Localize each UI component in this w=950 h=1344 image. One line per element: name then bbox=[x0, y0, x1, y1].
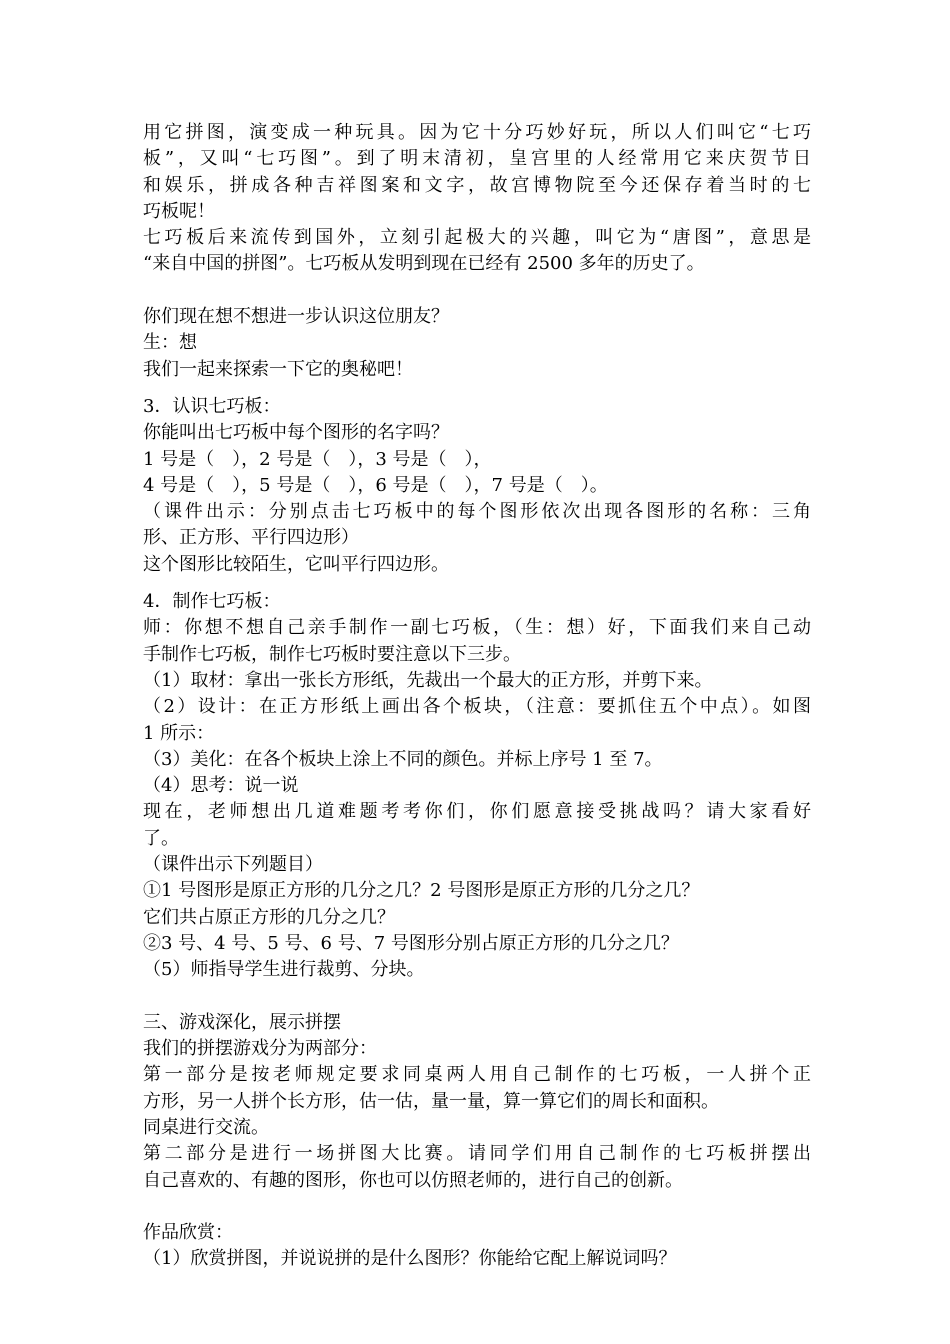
text-line: 它们共占原正方形的几分之几？ bbox=[143, 906, 395, 928]
text-line: （2）设计：在正方形纸上画出各个板块，（注意：要抓住五个中点）。如图 bbox=[143, 696, 811, 718]
paragraph-gap bbox=[143, 383, 811, 394]
text-line: 巧板呢！ bbox=[143, 200, 215, 222]
text-line: 了。 bbox=[143, 827, 179, 849]
text-line: ②3 号、4 号、5 号、6 号、7 号图形分别占原正方形的几分之几？ bbox=[143, 932, 679, 954]
paragraph-gap bbox=[143, 278, 811, 304]
text-line: 师：你想不想自己亲手制作一副七巧板，（生：想）好，下面我们来自己动 bbox=[143, 617, 811, 639]
text-line: 1 所示： bbox=[143, 722, 215, 744]
text-line: “来自中国的拼图”。七巧板从发明到现在已经有 2500 多年的历史了。 bbox=[143, 253, 705, 275]
text-line: 板”，又叫“七巧图”。到了明末清初，皇宫里的人经常用它来庆贺节日 bbox=[143, 148, 811, 170]
text-line: 自己喜欢的、有趣的图形，你也可以仿照老师的，进行自己的创新。 bbox=[143, 1169, 683, 1191]
text-line: 手制作七巧板，制作七巧板时要注意以下三步。 bbox=[143, 643, 521, 665]
paragraph-gap bbox=[143, 1194, 811, 1220]
text-line: （1）欣赏拼图，并说说拼的是什么图形？你能给它配上解说词吗？ bbox=[143, 1248, 677, 1270]
text-line: 你能叫出七巧板中每个图形的名字吗？ bbox=[143, 422, 449, 444]
section-heading: 三、游戏深化，展示拼摆 bbox=[143, 1011, 341, 1033]
text-line: 形、正方形、平行四边形） bbox=[143, 527, 359, 549]
document-body bbox=[143, 120, 811, 1273]
text-line: （课件出示：分别点击七巧板中的每个图形依次出现各图形的名称：三角 bbox=[143, 501, 811, 523]
text-line: （1）取材：拿出一张长方形纸，先裁出一个最大的正方形，并剪下来。 bbox=[143, 669, 713, 691]
paragraph-gap bbox=[143, 984, 811, 1010]
text-line: 同桌进行交流。 bbox=[143, 1116, 269, 1138]
text-line: 第一部分是按老师规定要求同桌两人用自己制作的七巧板，一人拼个正 bbox=[143, 1064, 811, 1086]
text-line: 第二部分是进行一场拼图大比赛。请同学们用自己制作的七巧板拼摆出 bbox=[143, 1143, 811, 1165]
text-line: 1 号是（ ），2 号是（ ），3 号是（ ）， bbox=[143, 448, 492, 470]
section-heading: 作品欣赏： bbox=[143, 1222, 233, 1244]
text-line: ①1 号图形是原正方形的几分之几？2 号图形是原正方形的几分之几？ bbox=[143, 880, 700, 902]
text-line: 七巧板后来流传到国外，立刻引起极大的兴趣，叫它为“唐图”，意思是 bbox=[143, 227, 811, 249]
text-line: 用它拼图，演变成一种玩具。因为它十分巧妙好玩，所以人们叫它“七巧 bbox=[143, 122, 811, 143]
paragraph-gap bbox=[143, 578, 811, 589]
text-line: 方形，另一人拼个长方形，估一估，量一量，算一算它们的周长和面积。 bbox=[143, 1090, 719, 1112]
section-heading: 4．制作七巧板： bbox=[143, 591, 281, 613]
text-line: 我们的拼摆游戏分为两部分： bbox=[143, 1038, 377, 1060]
text-line: 现在，老师想出几道难题考考你们，你们愿意接受挑战吗？请大家看好 bbox=[143, 801, 811, 823]
text-line: 我们一起来探索一下它的奥秘吧！ bbox=[143, 358, 413, 380]
text-line: 4 号是（ ），5 号是（ ），6 号是（ ），7 号是（ ）。 bbox=[143, 474, 608, 496]
text-line: 这个图形比较陌生，它叫平行四边形。 bbox=[143, 553, 449, 575]
text-line: （3）美化：在各个板块上涂上不同的颜色。并标上序号 1 至 7。 bbox=[143, 748, 663, 770]
section-heading: 3．认识七巧板： bbox=[143, 395, 281, 417]
text-line: 你们现在想不想进一步认识这位朋友？ bbox=[143, 306, 449, 328]
text-line: 生：想 bbox=[143, 332, 197, 354]
text-line: （课件出示下列题目） bbox=[143, 854, 323, 876]
text-line: （4）思考：说一说 bbox=[143, 775, 299, 797]
text-line: （5）师指导学生进行裁剪、分块。 bbox=[143, 959, 425, 981]
text-line: 和娱乐，拼成各种吉祥图案和文字，故宫博物院至今还保存着当时的七 bbox=[143, 174, 811, 196]
